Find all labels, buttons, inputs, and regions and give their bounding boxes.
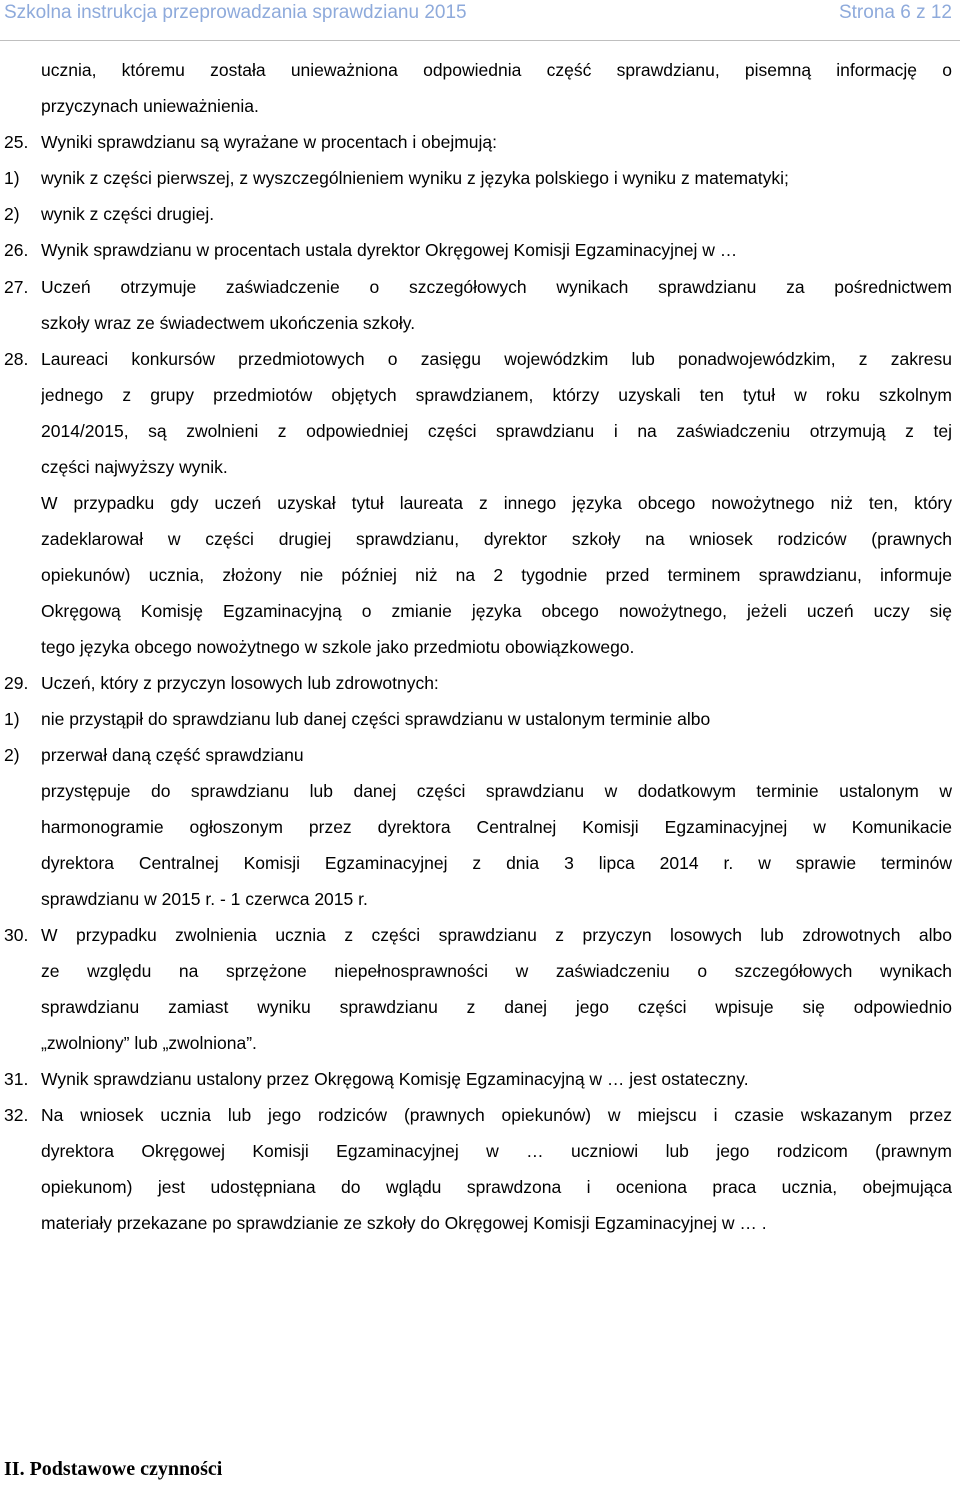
section-heading: II. Podstawowe czynności — [4, 1458, 223, 1480]
text-line: sprawdzianu zamiast wyniku sprawdzianu z danej jego części wpisuje się odpowiednio — [41, 997, 952, 1017]
list-number: 27. — [4, 277, 29, 297]
text-line: opiekunów) ucznia, złożony nie później niż na 2 tygodnie przed terminem sprawdzianu, informuje — [41, 565, 952, 585]
text-line: nie przystąpił do sprawdzianu lub danej części sprawdzianu w ustalonym terminie albo — [41, 709, 711, 729]
list-number: 2) — [4, 745, 20, 765]
list-number: 30. — [4, 925, 29, 945]
text-line: części najwyższy wynik. — [41, 457, 228, 477]
text-line: ucznia, któremu została unieważniona odpowiednia część sprawdzianu, pisemną informację o — [41, 60, 952, 80]
list-number: 29. — [4, 673, 29, 693]
text-line: „zwolniony” lub „zwolniona”. — [41, 1033, 257, 1053]
list-number: 1) — [4, 168, 20, 188]
list-number: 32. — [4, 1105, 29, 1125]
text-line: ze względu na sprzężone niepełnosprawności w zaświadczeniu o szczegółowych wynikach — [41, 961, 952, 981]
text-line: Okręgową Komisję Egzaminacyjną o zmianie języka obcego nowożytnego, jeżeli uczeń uczy się — [41, 601, 952, 621]
text-line: dyrektora Centralnej Komisji Egzaminacyjnej z dnia 3 lipca 2014 r. w sprawie terminów — [41, 853, 952, 873]
text-line: opiekunom) jest udostępniana do wglądu sprawdzona i oceniona praca ucznia, obejmująca — [41, 1177, 952, 1197]
text-line: Na wniosek ucznia lub jego rodziców (prawnych opiekunów) w miejscu i czasie wskazanym przez — [41, 1105, 952, 1125]
text-line: W przypadku gdy uczeń uzyskał tytuł laureata z innego języka obcego nowożytnego niż ten, który — [41, 493, 952, 513]
list-number: 31. — [4, 1069, 29, 1089]
text-line: Laureaci konkursów przedmiotowych o zasięgu wojewódzkim lub ponadwojewódzkim, z zakresu — [41, 349, 952, 369]
text-line: 2014/2015, są zwolnieni z odpowiedniej części sprawdzianu i na zaświadczeniu otrzymują z tej — [41, 421, 952, 441]
list-number: 25. — [4, 132, 29, 152]
list-number: 26. — [4, 240, 29, 260]
text-line: Wynik sprawdzianu ustalony przez Okręgową Komisję Egzaminacyjną w … jest ostateczny. — [41, 1069, 749, 1089]
text-line: Wyniki sprawdzianu są wyrażane w procentach i obejmują: — [41, 132, 498, 152]
text-line: sprawdzianu w 2015 r. - 1 czerwca 2015 r. — [41, 889, 368, 909]
text-line: Wynik sprawdzianu w procentach ustala dyrektor Okręgowej Komisji Egzaminacyjnej w … — [41, 240, 738, 260]
page-header — [0, 0, 960, 41]
text-line: zadeklarował w części drugiej sprawdzianu, dyrektor szkoły na wniosek rodziców (prawnych — [41, 529, 952, 549]
text-line: dyrektora Okręgowej Komisji Egzaminacyjnej w … uczniowi lub jego rodzicom (prawnym — [41, 1141, 952, 1161]
text-line: szkoły wraz ze świadectwem ukończenia szkoły. — [41, 313, 416, 333]
text-line: wynik z części drugiej. — [41, 204, 215, 224]
text-line: materiały przekazane po sprawdzianie ze szkoły do Okręgowej Komisji Egzaminacyjnej w … . — [41, 1213, 767, 1233]
text-line: przystępuje do sprawdzianu lub danej części sprawdzianu w dodatkowym terminie ustalonym w — [41, 781, 952, 801]
text-line: W przypadku zwolnienia ucznia z części sprawdzianu z przyczyn losowych lub zdrowotnych albo — [41, 925, 952, 945]
list-number: 28. — [4, 349, 29, 369]
text-line: wynik z części pierwszej, z wyszczególnieniem wyniku z języka polskiego i wyniku z matematyki; — [41, 168, 789, 188]
text-line: jednego z grupy przedmiotów objętych sprawdzianem, którzy uzyskali ten tytuł w roku szkolnym — [41, 385, 952, 405]
text-line: tego języka obcego nowożytnego w szkole jako przedmiotu obowiązkowego. — [41, 637, 635, 657]
text-line: harmonogramie ogłoszonym przez dyrektora Centralnej Komisji Egzaminacyjnej w Komunikacie — [41, 817, 952, 837]
text-line: przerwał daną część sprawdzianu — [41, 745, 304, 765]
document-title: Szkolna instrukcja przeprowadzania sprawdzianu 2015 — [4, 2, 467, 23]
list-number: 1) — [4, 709, 20, 729]
text-line: przyczynach unieważnienia. — [41, 96, 259, 116]
page-number: Strona 6 z 12 — [838, 2, 952, 23]
text-line: Uczeń, który z przyczyn losowych lub zdrowotnych: — [41, 673, 439, 693]
list-number: 2) — [4, 204, 20, 224]
text-line: Uczeń otrzymuje zaświadczenie o szczegółowych wynikach sprawdzianu za pośrednictwem — [41, 277, 952, 297]
